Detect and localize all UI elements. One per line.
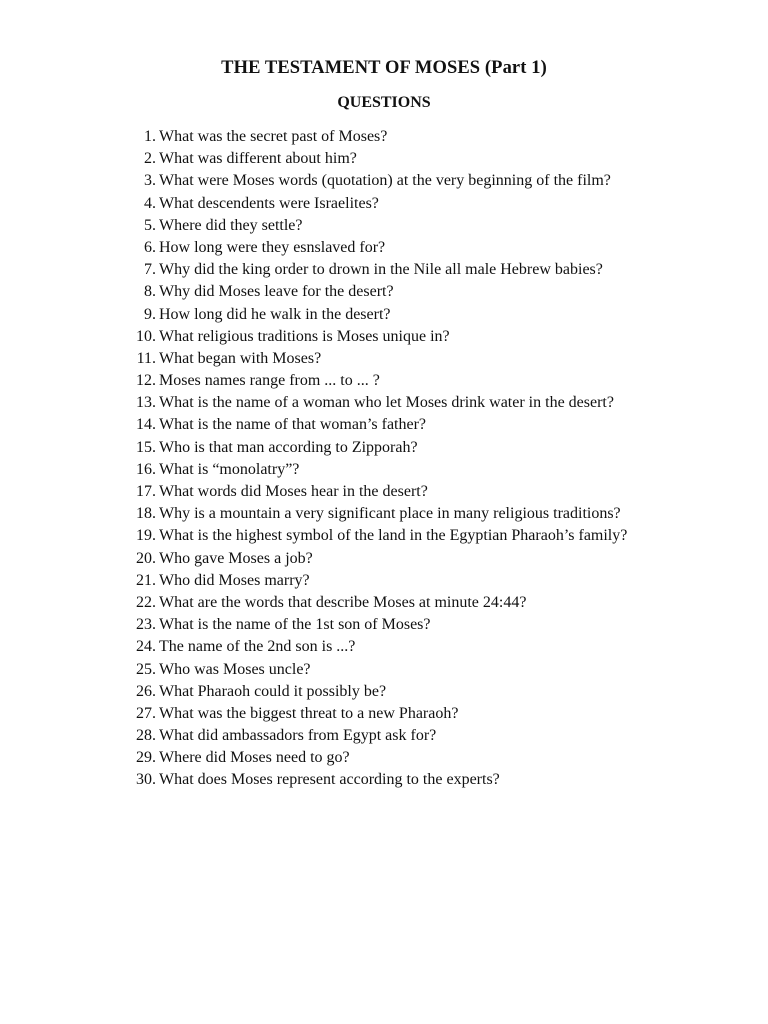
question-text: What descendents were Israelites? — [159, 194, 379, 212]
question-text: Who was Moses uncle? — [159, 660, 311, 678]
question-item — [132, 725, 732, 747]
question-item — [132, 503, 732, 525]
question-item — [132, 148, 732, 170]
question-text: Why is a mountain a very significant place in many religious traditions? — [159, 505, 621, 523]
document-subtitle: QUESTIONS — [337, 94, 431, 111]
question-item — [132, 414, 732, 436]
question-number: 19. — [136, 527, 156, 545]
question-item — [132, 348, 732, 370]
question-item — [132, 659, 732, 681]
question-text: What is the name of a woman who let Moses drink water in the desert? — [159, 394, 614, 412]
question-number: 5. — [144, 216, 156, 234]
question-number: 2. — [144, 150, 156, 168]
question-item — [132, 170, 732, 192]
question-item — [132, 304, 732, 326]
question-number: 12. — [136, 372, 156, 390]
question-number: 21. — [136, 571, 156, 589]
question-item — [132, 636, 732, 658]
question-number: 6. — [144, 238, 156, 256]
question-number: 3. — [144, 172, 156, 190]
question-text: Where did they settle? — [159, 216, 303, 234]
question-number: 22. — [136, 593, 156, 611]
question-list — [132, 126, 732, 792]
question-text: What is the name of that woman’s father? — [159, 416, 427, 434]
question-item — [132, 392, 732, 414]
question-number: 15. — [136, 438, 156, 456]
question-number: 23. — [136, 616, 156, 634]
question-item — [132, 481, 732, 503]
question-text: Why did the king order to drown in the Nile all male Hebrew babies? — [159, 261, 603, 279]
question-item — [132, 703, 732, 725]
question-number: 26. — [136, 682, 156, 700]
question-item — [132, 681, 732, 703]
question-item — [132, 326, 732, 348]
question-text: Who did Moses marry? — [159, 571, 310, 589]
question-number: 1. — [144, 128, 156, 145]
question-text: Who is that man according to Zipporah? — [159, 438, 418, 456]
question-text: Where did Moses need to go? — [159, 749, 350, 767]
question-text: What is “monolatry”? — [159, 460, 300, 478]
question-item — [132, 592, 732, 614]
question-text: What were Moses words (quotation) at the very beginning of the film? — [159, 172, 611, 190]
question-number: 27. — [136, 704, 156, 722]
question-text: What began with Moses? — [159, 349, 322, 367]
question-number: 14. — [136, 416, 156, 434]
question-item — [132, 370, 732, 392]
question-item — [132, 548, 732, 570]
question-text: What was different about him? — [159, 150, 357, 168]
question-item — [132, 459, 732, 481]
question-number: 18. — [136, 505, 156, 523]
question-text: What are the words that describe Moses at minute 24:44? — [159, 593, 527, 611]
question-number: 20. — [136, 549, 156, 567]
question-number: 11. — [136, 349, 156, 367]
question-text: What is the name of the 1st son of Moses? — [159, 616, 431, 634]
question-number: 28. — [136, 727, 156, 745]
question-item — [132, 570, 732, 592]
question-number: 10. — [136, 327, 156, 345]
question-text: What Pharaoh could it possibly be? — [159, 682, 387, 700]
question-text: What does Moses represent according to the experts? — [159, 771, 500, 789]
question-number: 17. — [136, 483, 156, 500]
question-number: 24. — [136, 638, 156, 656]
question-item — [132, 281, 732, 303]
document-title: THE TESTAMENT OF MOSES (Part 1) — [221, 58, 547, 78]
question-text: What religious traditions is Moses unique in? — [159, 327, 450, 345]
question-item — [132, 614, 732, 636]
question-item — [132, 237, 732, 259]
question-item — [132, 126, 732, 148]
question-text: What words did Moses hear in the desert? — [159, 483, 428, 500]
question-number: 25. — [136, 660, 156, 678]
question-number: 7. — [144, 261, 156, 279]
question-number: 16. — [136, 460, 156, 478]
question-item — [132, 215, 732, 237]
question-text: Who gave Moses a job? — [159, 549, 313, 567]
question-item — [132, 437, 732, 459]
question-text: What was the secret past of Moses? — [159, 128, 388, 145]
question-number: 9. — [144, 305, 156, 323]
question-item — [132, 525, 732, 547]
question-number: 8. — [144, 283, 156, 301]
question-item — [132, 747, 732, 769]
question-item — [132, 259, 732, 281]
question-text: What did ambassadors from Egypt ask for? — [159, 727, 437, 745]
question-text: The name of the 2nd son is ...? — [159, 638, 356, 656]
question-item — [132, 769, 732, 791]
question-number: 30. — [136, 771, 156, 789]
question-number: 4. — [144, 194, 156, 212]
question-text: How long did he walk in the desert? — [159, 305, 391, 323]
question-text: What is the highest symbol of the land in the Egyptian Pharaoh’s family? — [159, 527, 628, 545]
question-text: Moses names range from ... to ... ? — [159, 372, 380, 390]
question-text: Why did Moses leave for the desert? — [159, 283, 394, 301]
question-item — [132, 193, 732, 215]
question-number: 29. — [136, 749, 156, 767]
question-text: What was the biggest threat to a new Pharaoh? — [159, 704, 459, 722]
question-text: How long were they esnslaved for? — [159, 238, 386, 256]
question-number: 13. — [136, 394, 156, 412]
